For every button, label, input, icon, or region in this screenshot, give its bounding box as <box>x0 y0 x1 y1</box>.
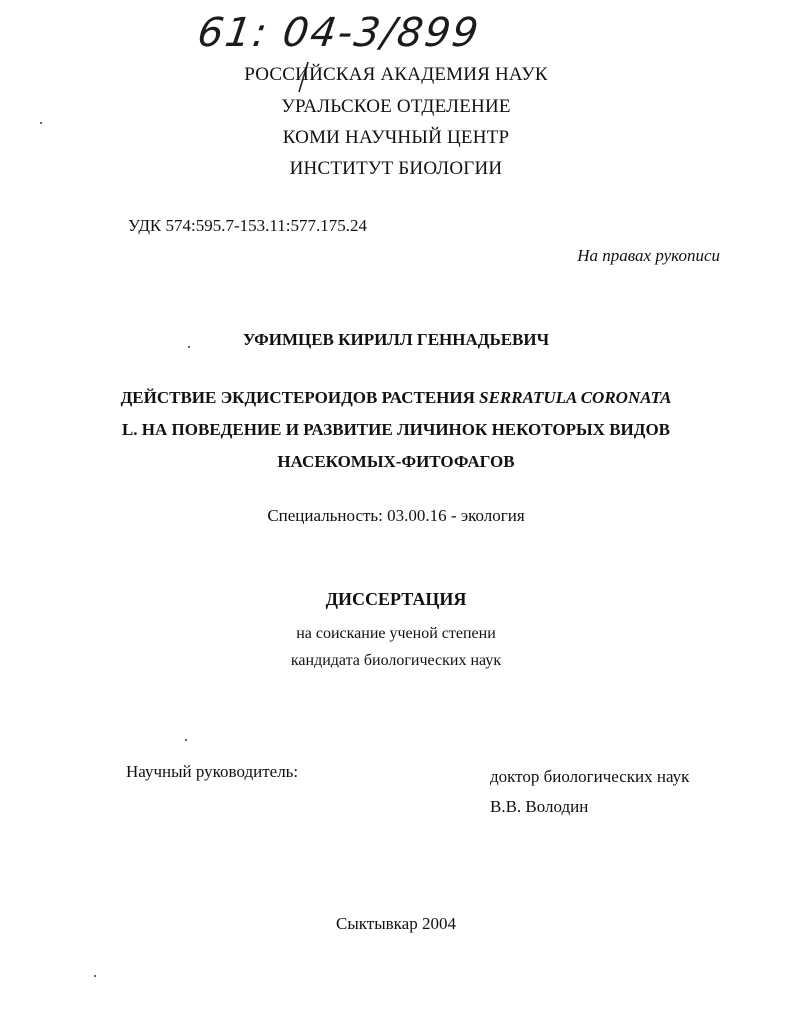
scan-speck <box>185 739 187 741</box>
scan-speck <box>188 346 190 348</box>
dissertation-heading: ДИССЕРТАЦИЯ <box>325 589 467 609</box>
header-institute: ИНСТИТУТ БИОЛОГИИ <box>289 158 503 179</box>
header-branch: УРАЛЬСКОЕ ОТДЕЛЕНИЕ <box>281 96 511 117</box>
scan-speck <box>94 975 96 977</box>
supervisor-name: В.В. Володин <box>490 797 589 816</box>
udk-code: УДК 574:595.7-153.11:577.175.24 <box>128 216 367 235</box>
degree-line-2: кандидата биологических наук <box>290 652 502 669</box>
title-line-1-text: ДЕЙСТВИЕ ЭКДИСТЕРОИДОВ РАСТЕНИЯ <box>120 388 480 407</box>
supervisor-label: Научный руководитель: <box>126 762 299 781</box>
title-line-3: НАСЕКОМЫХ-ФИТОФАГОВ <box>277 452 515 471</box>
degree-line-1: на соискание ученой степени <box>296 625 496 642</box>
handwritten-code: 61: 04-3/899 <box>194 10 483 56</box>
title-line-1 <box>0 382 792 414</box>
supervisor-degree: доктор биологических наук <box>490 767 690 786</box>
degree-block <box>0 620 792 674</box>
species-name: SERRATULA CORONATA <box>479 388 672 407</box>
manuscript-rights: На правах рукописи <box>577 246 720 265</box>
city-year: Сыктывкар 2004 <box>336 914 456 933</box>
specialty: Специальность: 03.00.16 - экология <box>267 506 525 525</box>
header-academy: РОССИЙСКАЯ АКАДЕМИЯ НАУК <box>244 64 548 85</box>
dissertation-title <box>0 382 792 478</box>
scan-speck <box>40 122 42 124</box>
author-name: УФИМЦЕВ КИРИЛЛ ГЕННАДЬЕВИЧ <box>242 330 550 349</box>
supervisor-block <box>490 762 689 822</box>
header-center: КОМИ НАУЧНЫЙ ЦЕНТР <box>282 127 510 148</box>
title-line-2: L. НА ПОВЕДЕНИЕ И РАЗВИТИЕ ЛИЧИНОК НЕКОТОРЫХ ВИДОВ <box>121 420 671 439</box>
